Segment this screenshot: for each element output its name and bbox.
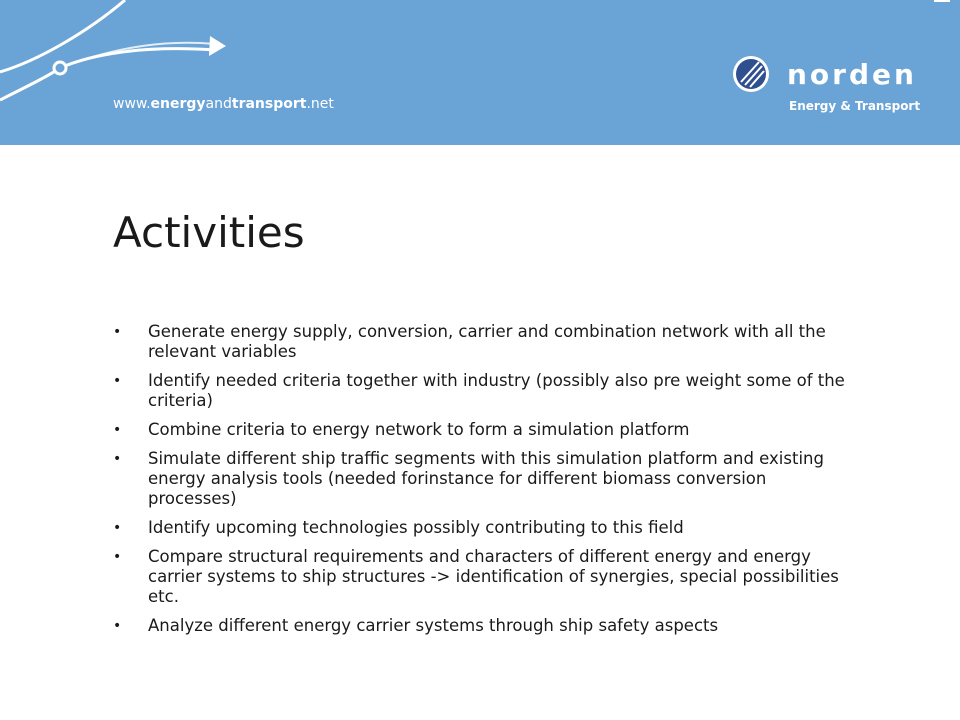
site-url[interactable]: www.energyandtransport.net xyxy=(113,96,334,112)
logo-subtitle: Energy & Transport xyxy=(789,99,921,113)
bullet-text: Identify needed criteria together with industry (possibly also pre weight some of the criteria) xyxy=(148,371,845,410)
bullet-text: Compare structural requirements and characters of different energy and energy carrier systems to ship structures -> identification of synergies, special possibilities etc. xyxy=(148,547,839,606)
bullet-text: Simulate different ship traffic segments with this simulation platform and existing energy analysis tools (needed forinstance for different biomass conversion processes) xyxy=(148,449,824,508)
bullet-icon: • xyxy=(113,451,122,467)
bullet-item xyxy=(113,420,853,440)
bullet-text: Generate energy supply, conversion, carrier and combination network with all the relevant variables xyxy=(148,322,826,361)
header-banner xyxy=(0,0,960,145)
bullet-icon: • xyxy=(113,422,122,438)
bullet-item xyxy=(113,518,853,538)
activities-bullet-list xyxy=(113,322,853,645)
bullet-item xyxy=(113,322,853,362)
bullet-icon: • xyxy=(113,520,122,536)
bullet-item xyxy=(113,371,853,411)
norden-logo-wordmark: norden xyxy=(787,58,917,91)
bullet-icon: • xyxy=(113,324,122,340)
corner-mark xyxy=(934,0,950,2)
bullet-item xyxy=(113,449,853,509)
bullet-text: Identify upcoming technologies possibly contributing to this field xyxy=(148,518,684,537)
bullet-text: Analyze different energy carrier systems through ship safety aspects xyxy=(148,616,719,635)
bullet-icon: • xyxy=(113,373,122,389)
norden-swan-logo-icon xyxy=(731,54,771,94)
slide-title: Activities xyxy=(113,208,305,257)
bullet-item xyxy=(113,616,853,636)
bullet-item xyxy=(113,547,853,607)
bullet-icon: • xyxy=(113,618,122,634)
bullet-text: Combine criteria to energy network to form a simulation platform xyxy=(148,420,690,439)
bullet-icon: • xyxy=(113,549,122,565)
